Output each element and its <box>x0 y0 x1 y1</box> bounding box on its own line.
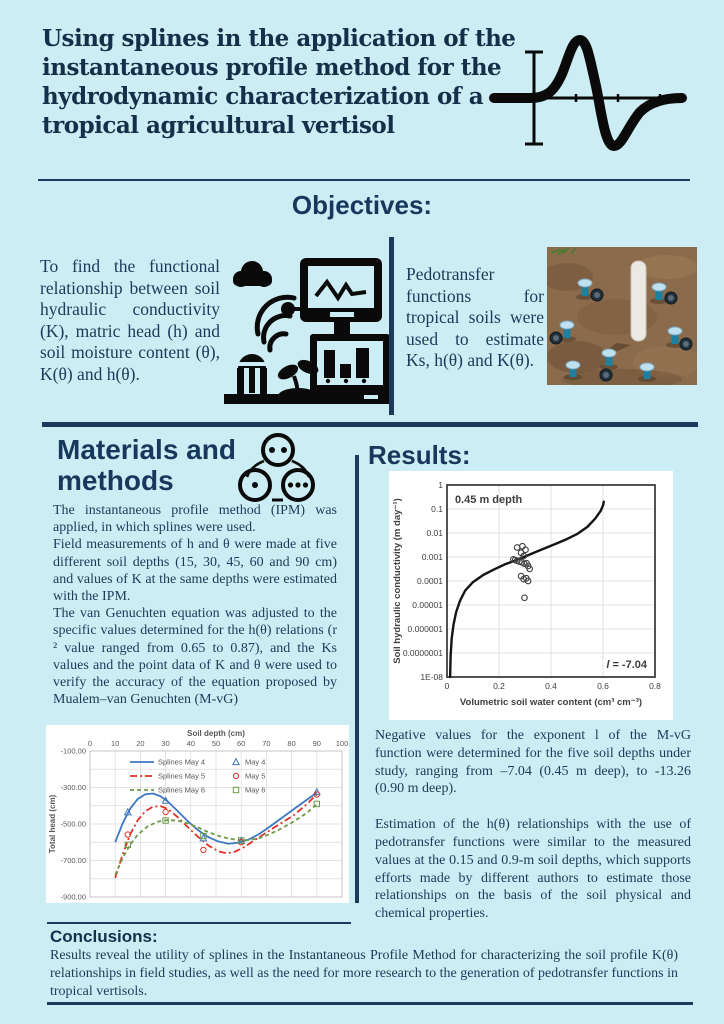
header-divider <box>38 179 690 181</box>
svg-text:-500.00: -500.00 <box>60 819 86 829</box>
results-paragraph-1: Negative values for the exponent l of the M-vG function were determined for the five soil depths under study, ranging from –7.04 (0.45 m deep), to -13.26 (0.90 m deep). <box>375 728 691 797</box>
total-head-chart <box>46 725 349 903</box>
svg-text:0.0000001: 0.0000001 <box>402 648 443 658</box>
results-text <box>375 727 691 923</box>
materials-paragraph-1: The instantaneous profile method (IPM) was applied, in which splines were used. <box>53 503 337 536</box>
svg-text:0.00001: 0.00001 <box>412 600 443 610</box>
title-line-4: tropical agricultural vertisol <box>42 112 395 139</box>
conclusions-heading: Conclusions: <box>50 927 158 946</box>
title-line-2: instantaneous profile method for the <box>42 54 502 81</box>
svg-text:10: 10 <box>111 739 120 748</box>
svg-text:0.001: 0.001 <box>421 552 443 562</box>
svg-text:0.2: 0.2 <box>493 681 505 691</box>
columns-divider <box>355 455 359 903</box>
objectives-divider <box>389 237 394 415</box>
section-divider <box>42 422 698 427</box>
svg-text:0.0001: 0.0001 <box>417 576 443 586</box>
svg-text:0: 0 <box>444 681 450 691</box>
conclusions-text: Results reveal the utility of splines in the Instantaneous Profile Method for characterizing the soil profile K(θ) relationships in field studies, as well as the need for more research to the generation of pedotransfer functions in tropical vertisols. <box>50 948 678 999</box>
svg-text:40: 40 <box>186 739 195 748</box>
svg-text:30: 30 <box>161 739 170 748</box>
svg-text:0.1: 0.1 <box>431 504 443 514</box>
svg-text:May 5: May 5 <box>245 771 266 781</box>
svg-text:May 6: May 6 <box>245 785 266 795</box>
svg-text:Total head (cm): Total head (cm) <box>48 794 57 854</box>
svg-text:Volumetric soil water content: Volumetric soil water content (cm³ cm⁻³) <box>459 697 643 708</box>
svg-text:Soil hydraulic conductivity (: Soil hydraulic conductivity (m day⁻¹) <box>392 498 403 664</box>
title-line-3: hydrodynamic characterization of a <box>42 83 484 110</box>
materials-paragraph-2: Field measurements of h and θ were made at five different soil depths (15, 30, 45, 60 and 90 cm) and values of K at the same depths were estimated with the IPM. <box>53 537 337 605</box>
svg-text:70: 70 <box>262 739 271 748</box>
poster-title <box>42 24 516 140</box>
svg-text:-700.00: -700.00 <box>60 856 86 866</box>
svg-text:-100.00: -100.00 <box>60 746 86 756</box>
conductivity-chart-svg <box>389 471 673 720</box>
total-head-chart-svg <box>46 725 349 903</box>
svg-text:l = -7.04: l = -7.04 <box>606 659 647 671</box>
svg-text:0.000001: 0.000001 <box>407 624 443 634</box>
molecule-circles-icon <box>236 430 320 508</box>
svg-text:0.8: 0.8 <box>649 681 661 691</box>
field-tensiometers-photo <box>547 247 697 385</box>
objectives-heading: Objectives: <box>291 190 433 220</box>
objectives-right-text: Pedotransfer functions for tropical soils were used to estimate Ks, h(θ) and K(θ). <box>406 264 544 370</box>
svg-text:80: 80 <box>287 739 296 748</box>
results-heading: Results: <box>368 440 471 470</box>
svg-text:-300.00: -300.00 <box>60 783 86 793</box>
svg-text:Splines May 5: Splines May 5 <box>158 771 206 781</box>
svg-text:60: 60 <box>237 739 246 748</box>
svg-text:90: 90 <box>312 739 321 748</box>
conclusions-top-rule <box>47 922 351 924</box>
svg-text:0: 0 <box>87 739 93 748</box>
materials-text <box>53 502 337 708</box>
field-monitoring-icon <box>224 252 390 407</box>
spline-curve-axes-icon <box>488 28 688 160</box>
svg-text:Splines May 6: Splines May 6 <box>158 785 206 795</box>
svg-text:1E-08: 1E-08 <box>420 672 443 682</box>
svg-text:Splines May 4: Splines May 4 <box>158 757 206 767</box>
svg-text:0.6: 0.6 <box>597 681 609 691</box>
svg-text:0.01: 0.01 <box>426 528 443 538</box>
svg-text:-900.00: -900.00 <box>60 892 86 902</box>
svg-text:May 4: May 4 <box>245 757 266 767</box>
svg-text:20: 20 <box>136 739 145 748</box>
results-paragraph-2: Estimation of the h(θ) relationships with the use of pedotransfer functions were similar to the measured values at the 0.15 and 0.9-m soil depths, which supports efforts made by different authors to estimate those relationships on the basis of the soil physical and chemical properties. <box>375 817 691 922</box>
conductivity-chart <box>389 471 673 720</box>
svg-text:Soil depth (cm): Soil depth (cm) <box>187 729 245 738</box>
objectives-left-text: To find the functional relationship between soil hydraulic conductivity (K), matric head (h) and soil moisture content (θ), K(θ) and h(θ). <box>40 256 220 384</box>
materials-heading: Materials and methods <box>57 434 236 496</box>
bottom-rule <box>47 1002 693 1005</box>
svg-text:100: 100 <box>335 739 349 748</box>
svg-text:0.4: 0.4 <box>545 681 557 691</box>
svg-text:50: 50 <box>211 739 221 748</box>
svg-text:1: 1 <box>438 480 443 490</box>
title-line-1: Using splines in the application of the <box>42 25 516 52</box>
materials-paragraph-3: The van Genuchten equation was adjusted to the specific values determined for the h(θ) relations (r ² value ranged from 0.65 to 0.87), and the Ks values and the point data of K and θ were used to verify the accuracy of the equation proposed by Mualem–van Genuchten (M-vG) <box>53 606 337 708</box>
svg-text:0.45 m depth: 0.45 m depth <box>455 494 523 506</box>
